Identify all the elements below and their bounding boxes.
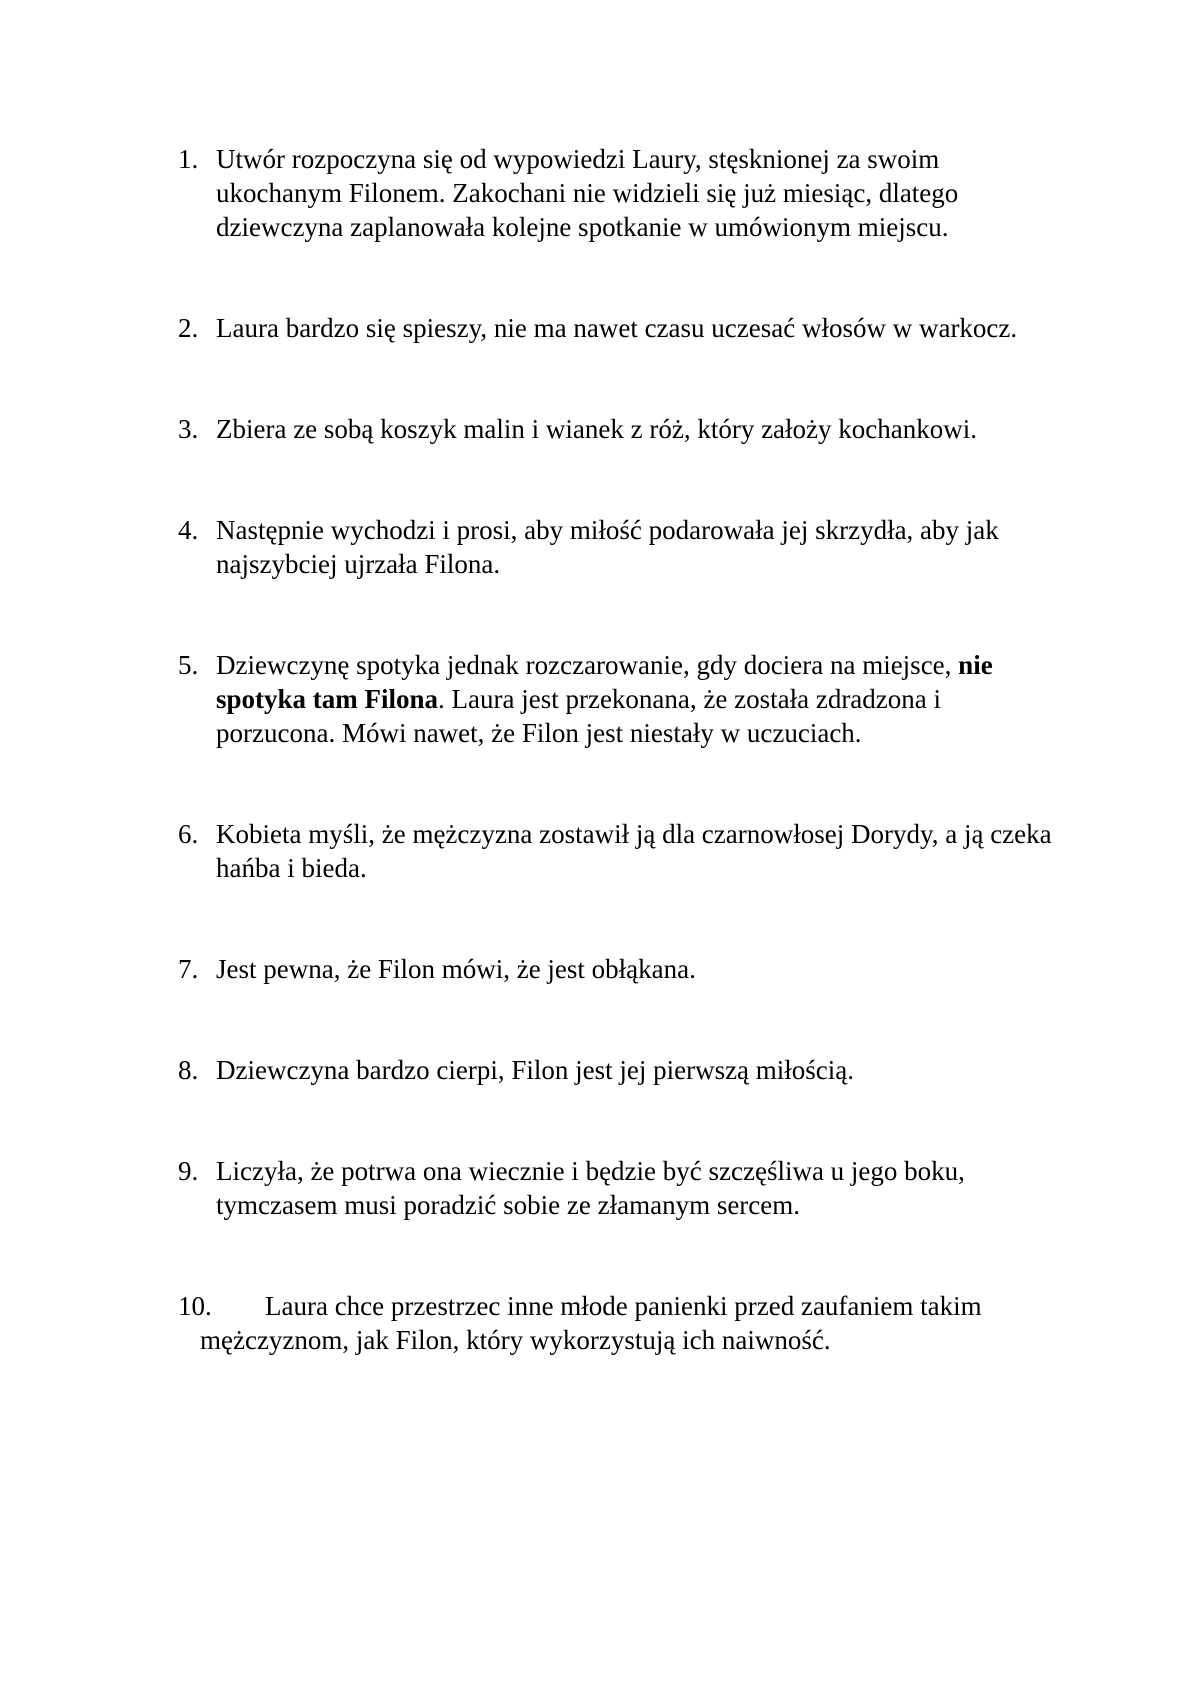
list-text: Utwór rozpoczyna się od wypowiedzi Laury, stęsknionej za swoim ukochanym Filonem. Zakochani nie widzieli się już miesiąc, dlatego dziewczyna zaplanowała kolejne spotkanie w umówionym miejscu. [216,144,959,242]
list-number: 9. [178,1156,199,1186]
list-item [178,412,1058,446]
list-number: 4. [178,515,199,545]
list-text: Kobieta myśli, że mężczyzna zostawił ją dla czarnowłosej Dorydy, a ją czeka hańba i bieda. [216,819,1052,883]
list-text-part: Dziewczynę spotyka jednak rozczarowanie, gdy dociera na miejsce, [216,650,959,680]
list-number: 2. [178,313,199,343]
list-text-part: . Laura jest przekonana, że została zdradzona i porzucona. Mówi nawet, że Filon jest niestały w uczuciach. [216,684,942,748]
list-item [178,142,1058,244]
list-item [178,952,1058,986]
list-number: 7. [178,954,199,984]
list-item [178,1289,1058,1357]
list-text: Jest pewna, że Filon mówi, że jest obłąkana. [216,954,696,984]
list-text-bold: nie spotyka tam Filona [216,650,993,714]
list-number: 10. [178,1291,212,1321]
list-text [216,650,993,748]
list-item [178,817,1058,885]
list-text: Liczyła, że potrwa ona wiecznie i będzie być szczęśliwa u jego boku, tymczasem musi poradzić sobie ze złamanym sercem. [216,1156,965,1220]
list-item [178,311,1058,345]
list-text: Dziewczyna bardzo cierpi, Filon jest jej pierwszą miłością. [216,1055,855,1085]
list-number: 1. [178,144,199,174]
list-item [178,513,1058,581]
list-text-wrap [200,1289,1058,1357]
list-text: Zbiera ze sobą koszyk malin i wianek z róż, który założy kochankowi. [216,414,977,444]
list-number: 8. [178,1055,199,1085]
list-number: 3. [178,414,199,444]
numbered-list [178,142,1058,1424]
list-item [178,1154,1058,1222]
list-text: Następnie wychodzi i prosi, aby miłość podarowała jej skrzydła, aby jak najszybciej ujrzała Filona. [216,515,999,579]
list-number: 6. [178,819,199,849]
list-text: Laura chce przestrzec inne młode panienki przed zaufaniem takim mężczyznom, jak Filon, który wykorzystują ich naiwność. [200,1291,982,1355]
list-number: 5. [178,650,199,680]
list-item [178,1053,1058,1087]
list-item [178,648,1058,750]
list-text: Laura bardzo się spieszy, nie ma nawet czasu uczesać włosów w warkocz. [216,313,1018,343]
